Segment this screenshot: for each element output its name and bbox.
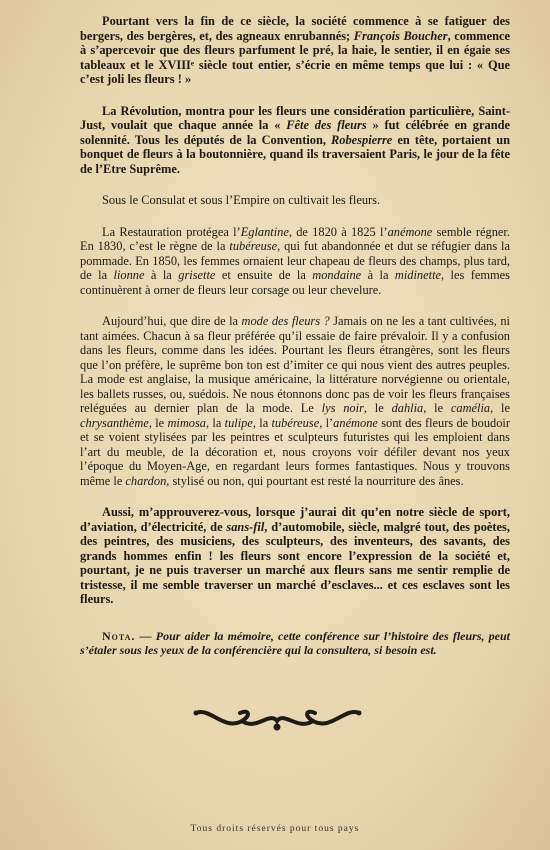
text-run: , stylisé ou non, qui pourtant est resté la nourriture des ânes. [166,473,464,488]
paragraph-restauration [80,225,510,298]
footer-rights: Tous droits réservés pour tous pays [190,824,360,834]
text-run-italic: chardon [125,473,167,488]
text-run: , les femmes continuèrent à orner de fleurs leur corsage ou leur chevelure. [80,268,510,297]
paragraph-boucher [80,14,510,87]
text-run-italic: tubéreuse [229,239,278,253]
text-run: et ensuite de la [215,268,313,282]
text-run: Aussi, m’approuverez-vous, lorsque j’aurai dit qu’en notre siècle de sport, d’aviation, d’électricité, de [80,505,510,534]
text-run: Aujourd’hui, que dire de la [102,314,242,328]
text-run: , la [252,415,272,430]
text-run: Pourtant vers la fin de ce siècle, la société commence à se fatiguer des bergers, des bergères, et, des agneaux enrubannés; [80,14,510,43]
paragraph-aussi [80,505,510,607]
text-run-italic: Eglantine [240,224,289,239]
text-run: , la [206,415,225,430]
text-run-italic: dahlia [391,401,424,415]
nota-paragraph [80,629,510,658]
text-run-italic: Robespierre [331,132,393,147]
nota-label: Nota. [102,628,136,643]
text-run: semble régner. En 1830, c’est le règne de la [80,224,510,253]
text-run: , qui fut abandonnée et dut se réfugier dans la pommade. En 1850, les femmes ornaient leur chapeau de fleurs des champs, plus tard, de la [80,239,510,282]
text-run-italic: tubéreuse [271,415,320,430]
text-run-italic: lionne [113,268,145,282]
text-run: , le [490,401,510,415]
nota-text: — Pour aider la mémoire, cette conférence sur l’histoire des fleurs, peut s’étaler sous les yeux de la conférencière qui la consultera, si besoin est. [80,628,510,657]
text-run: , d’automobile, siècle, malgré tout, des poètes, des peintres, des musiciens, des sculpteurs, des inventeurs, des savants, des grands hommes enfin ! les fleurs sont encore l’expression de la société et, pourtant, je ne puis traverser un marché aux fleurs sans me sentir remplie de tristesse, il me semble traverser un marché d’esclaves... et ces esclaves sont les fleurs. [80,519,510,606]
text-run: Jamais on ne les a tant cultivées, ni tant aimées. Chacun à sa fleur préférée qu’il essaie de faire prévaloir. Il y a confusion dans les fleurs, comme dans les idées. Pourtant les fleurs étrangères, sont les fleurs que l’on préfère, le suprême bon ton est d’imiter ce qui nous vient des autres peuples. La mode est anglaise, la musique américaine, la littérature norvégienne ou orientale, les ballets russes, ou, suédois. Ne nous étonnons donc pas de voir les fleurs françaises reléguées au dernier plan de la mode. Le [80,314,510,415]
text-run: , le [423,401,451,415]
text-run: , le [363,401,392,415]
ornament-divider-icon [190,705,365,735]
paragraph-consulat: Sous le Consulat et sous l’Empire on cultivait les fleurs. [102,193,381,207]
text-run: , commence à s’apercevoir que des fleurs parfument le pré, la haie, le sentier, il en égaie ses tableaux et le XVIIIᵉ siècle tout entier, s’écrie en même temps que lui : « Que c’est joli les fleurs ! » [80,28,510,86]
text-run-italic: anémone [333,415,378,430]
text-run: , le [148,415,168,430]
text-run-italic: camélia [450,401,491,415]
text-run-italic: sans-fil [226,519,265,534]
text-run: sont des fleurs de boudoir et se voient stylisées par les peintres et sculpteurs futuristes qui les emploient dans l’art du meuble, de la décoration et, nous croyons voir défiler devant nos yeux l’époque du Moyen-Age, en regardant leurs formes fantastiques. Nous y trouvons même le [80,415,510,488]
text-run-italic: mimosa [167,415,207,430]
text-run-italic: tulipe [224,415,253,430]
text-run-italic: mondaine [312,268,362,282]
text-run: La Révolution, montra pour les fleurs une considération particulière, Saint-Just, voulait que chaque année la « [80,103,510,132]
text-run: La Restauration protégea l’ [102,224,241,239]
text-run: » fut célébrée en grande solennité. Tous les députés de la Convention, [80,118,510,147]
text-run-italic: anémone [387,224,433,239]
text-run-italic: midinette [394,268,442,282]
text-run-italic: Fête des fleurs [286,118,367,132]
text-run-italic: grisette [178,268,216,282]
text-run-italic: François Boucher [353,28,448,43]
text-run: à la [144,268,179,282]
text-run: , l’ [319,415,334,430]
text-run: , de 1820 à 1825 l’ [288,224,388,239]
paragraph-revolution [80,104,510,177]
text-run: à la [361,268,395,282]
paragraph-aujourdhui [80,314,510,488]
text-run-italic: chrysanthème [80,415,149,430]
text-run-italic: mode des fleurs ? [241,314,330,328]
text-run-italic: lys noir [321,401,364,415]
text-run: en tête, portaient un bonquet de fleurs à la boutonnière, quand ils traversaient Paris, le jour de la fête de l’Etre Suprême. [80,132,510,176]
